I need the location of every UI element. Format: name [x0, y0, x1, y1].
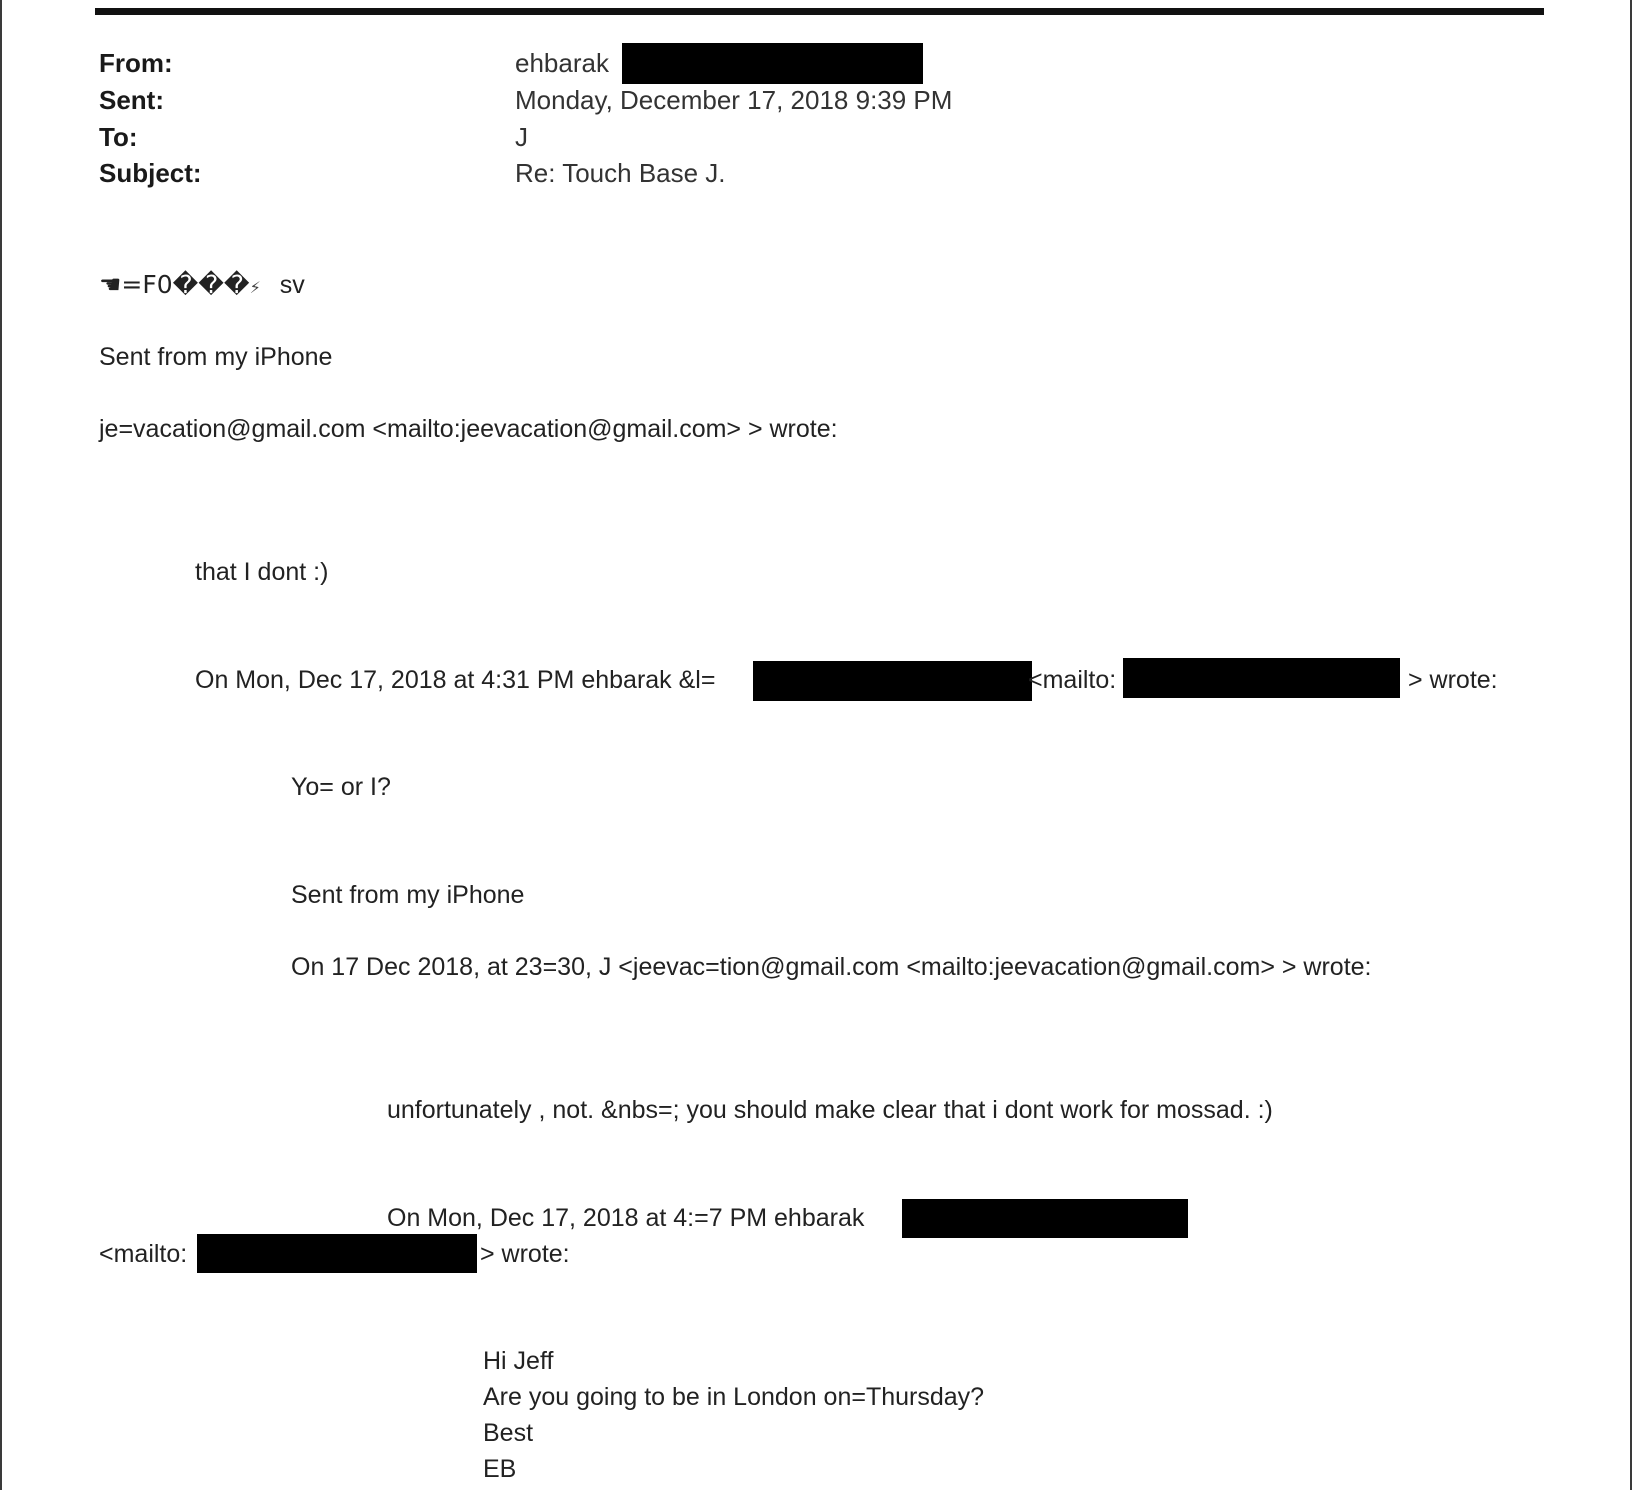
sent-from-iphone-2: Sent from my iPhone — [291, 881, 525, 909]
reply-text-2: Yo= or I? — [291, 773, 391, 801]
garbled-text: =F0��� — [121, 270, 250, 299]
lightning-icon: ⚡ — [249, 278, 261, 297]
original-line-1: Hi Jeff — [483, 1347, 554, 1375]
quote-header-4b: <mailto: — [99, 1240, 188, 1268]
reply-text-3: unfortunately , not. &nbs=; you should make clear that i dont work for mossad. :) — [387, 1096, 1273, 1124]
original-line-4: EB — [483, 1455, 517, 1483]
quote-header-2a: On Mon, Dec 17, 2018 at 4:31 PM ehbarak &l= — [195, 666, 716, 694]
from-value: ehbarak — [515, 48, 609, 78]
original-line-3: Best — [483, 1419, 534, 1447]
original-line-2: Are you going to be in London on=Thursday? — [483, 1383, 985, 1411]
redaction-box — [1123, 658, 1400, 698]
reply-text-1: that I dont :) — [195, 558, 329, 586]
quote-header-4a: On Mon, Dec 17, 2018 at 4:=7 PM ehbarak — [387, 1204, 865, 1232]
subject-label: Subject: — [99, 158, 202, 188]
quote-header-3: On 17 Dec 2018, at 23=30, J <jeevac=tion@gmail.com <mailto:jeevacation@gmail.com> > wrote: — [291, 953, 1372, 981]
sent-from-iphone-1: Sent from my iPhone — [99, 343, 333, 371]
hand-pointer-icon: ☚ — [99, 270, 122, 299]
sent-value: Monday, December 17, 2018 9:39 PM — [515, 85, 953, 115]
redaction-box — [902, 1199, 1188, 1238]
garbled-tail: sv — [279, 271, 305, 299]
redaction-box — [622, 43, 923, 84]
quote-header-1: je=vacation@gmail.com <mailto:jeevacation@gmail.com> > wrote: — [99, 415, 838, 443]
quote-header-2c: > wrote: — [1408, 666, 1498, 694]
redaction-box — [197, 1234, 477, 1273]
garbled-line — [99, 269, 305, 304]
quote-header-2b: <mailto: — [1028, 666, 1117, 694]
from-label: From: — [99, 48, 173, 78]
sent-label: Sent: — [99, 85, 164, 115]
header-rule — [95, 8, 1544, 15]
to-value: J — [515, 122, 528, 152]
quote-header-4c: > wrote: — [480, 1240, 570, 1268]
subject-value: Re: Touch Base J. — [515, 158, 726, 188]
to-label: To: — [99, 122, 138, 152]
redaction-box — [753, 661, 1032, 701]
